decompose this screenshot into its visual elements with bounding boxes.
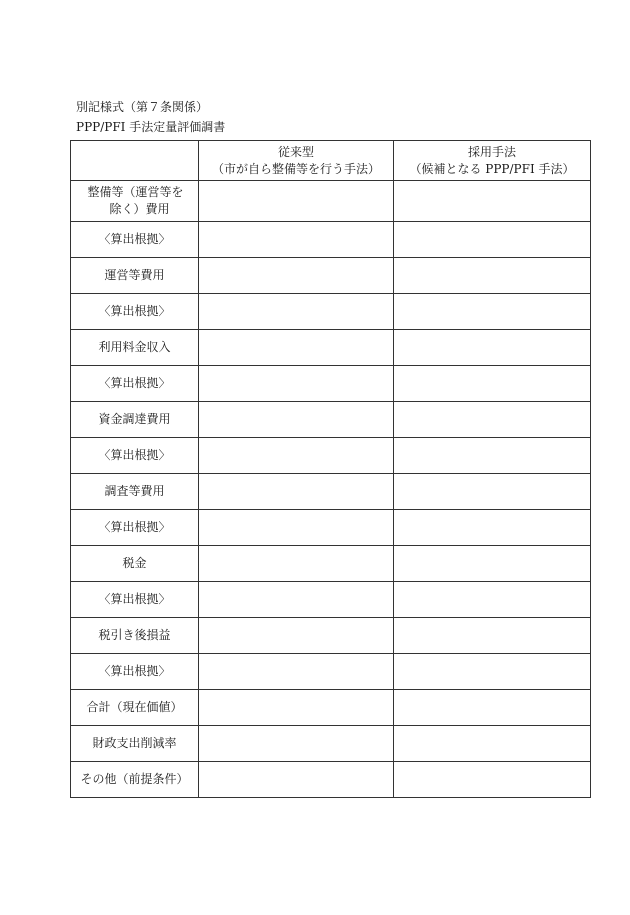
column-header-conventional [199, 141, 394, 181]
row-label-survey-cost: 調査等費用 [71, 474, 199, 510]
row-label-usage-fee-income: 利用料金収入 [71, 330, 199, 366]
cell-adopted[interactable] [394, 181, 591, 222]
table-row [71, 474, 591, 510]
cell-adopted[interactable] [394, 330, 591, 366]
cell-adopted[interactable] [394, 654, 591, 690]
cell-conventional[interactable] [199, 726, 394, 762]
row-label-operating-cost: 運営等費用 [71, 258, 199, 294]
cell-conventional[interactable] [199, 618, 394, 654]
table-row [71, 330, 591, 366]
cell-adopted[interactable] [394, 582, 591, 618]
cell-adopted[interactable] [394, 618, 591, 654]
table-row [71, 366, 591, 402]
table-row [71, 546, 591, 582]
cell-conventional[interactable] [199, 762, 394, 798]
row-label-usage-fee-income-basis: 〈算出根拠〉 [71, 366, 199, 402]
row-label-other-preconditions: その他（前提条件） [71, 762, 199, 798]
cell-adopted[interactable] [394, 510, 591, 546]
cell-conventional[interactable] [199, 510, 394, 546]
cell-conventional[interactable] [199, 181, 394, 222]
row-label-tax-basis: 〈算出根拠〉 [71, 582, 199, 618]
table-row [71, 222, 591, 258]
column-header-conventional-note: （市が自ら整備等を行う手法） [211, 161, 380, 176]
header-blank-cell [71, 141, 199, 181]
cell-adopted[interactable] [394, 366, 591, 402]
column-header-adopted [394, 141, 591, 181]
cell-conventional[interactable] [199, 222, 394, 258]
row-label-development-cost-basis: 〈算出根拠〉 [71, 222, 199, 258]
row-label-development-cost-line2: 除く）費用 [109, 202, 170, 216]
row-label-development-cost [71, 181, 199, 222]
row-label-tax: 税金 [71, 546, 199, 582]
cell-conventional[interactable] [199, 654, 394, 690]
cell-adopted[interactable] [394, 294, 591, 330]
cell-conventional[interactable] [199, 546, 394, 582]
table-row [71, 402, 591, 438]
table-row [71, 654, 591, 690]
row-label-total-present-value: 合計（現在価値） [71, 690, 199, 726]
cell-conventional[interactable] [199, 402, 394, 438]
cell-conventional[interactable] [199, 330, 394, 366]
cell-conventional[interactable] [199, 690, 394, 726]
column-header-conventional-title: 従来型 [277, 144, 314, 159]
evaluation-table [70, 140, 591, 798]
cell-adopted[interactable] [394, 258, 591, 294]
header-row [71, 141, 591, 181]
cell-adopted[interactable] [394, 222, 591, 258]
row-label-operating-cost-basis: 〈算出根拠〉 [71, 294, 199, 330]
cell-adopted[interactable] [394, 762, 591, 798]
cell-adopted[interactable] [394, 690, 591, 726]
row-label-after-tax-profit-loss: 税引き後損益 [71, 618, 199, 654]
cell-conventional[interactable] [199, 366, 394, 402]
cell-adopted[interactable] [394, 726, 591, 762]
row-label-survey-cost-basis: 〈算出根拠〉 [71, 510, 199, 546]
table-row [71, 690, 591, 726]
form-reference: 別記様式（第７条関係） [76, 100, 209, 114]
cell-conventional[interactable] [199, 582, 394, 618]
table-row [71, 181, 591, 222]
table-row [71, 258, 591, 294]
cell-conventional[interactable] [199, 438, 394, 474]
table-row [71, 510, 591, 546]
cell-adopted[interactable] [394, 438, 591, 474]
column-header-adopted-title: 採用手法 [467, 144, 516, 159]
document-title: PPP/PFI 手法定量評価調書 [76, 120, 226, 134]
table-row [71, 726, 591, 762]
cell-adopted[interactable] [394, 474, 591, 510]
cell-adopted[interactable] [394, 402, 591, 438]
cell-conventional[interactable] [199, 294, 394, 330]
row-label-fiscal-reduction-rate: 財政支出削減率 [71, 726, 199, 762]
table-row [71, 582, 591, 618]
row-label-financing-cost-basis: 〈算出根拠〉 [71, 438, 199, 474]
table-row [71, 438, 591, 474]
table-row [71, 618, 591, 654]
row-label-financing-cost: 資金調達費用 [71, 402, 199, 438]
row-label-after-tax-profit-loss-basis: 〈算出根拠〉 [71, 654, 199, 690]
table-row [71, 294, 591, 330]
cell-conventional[interactable] [199, 474, 394, 510]
row-label-development-cost-line1: 整備等（運営等を [87, 185, 184, 199]
column-header-adopted-note: （候補となる PPP/PFI 手法） [409, 161, 575, 176]
table-row [71, 762, 591, 798]
cell-adopted[interactable] [394, 546, 591, 582]
cell-conventional[interactable] [199, 258, 394, 294]
